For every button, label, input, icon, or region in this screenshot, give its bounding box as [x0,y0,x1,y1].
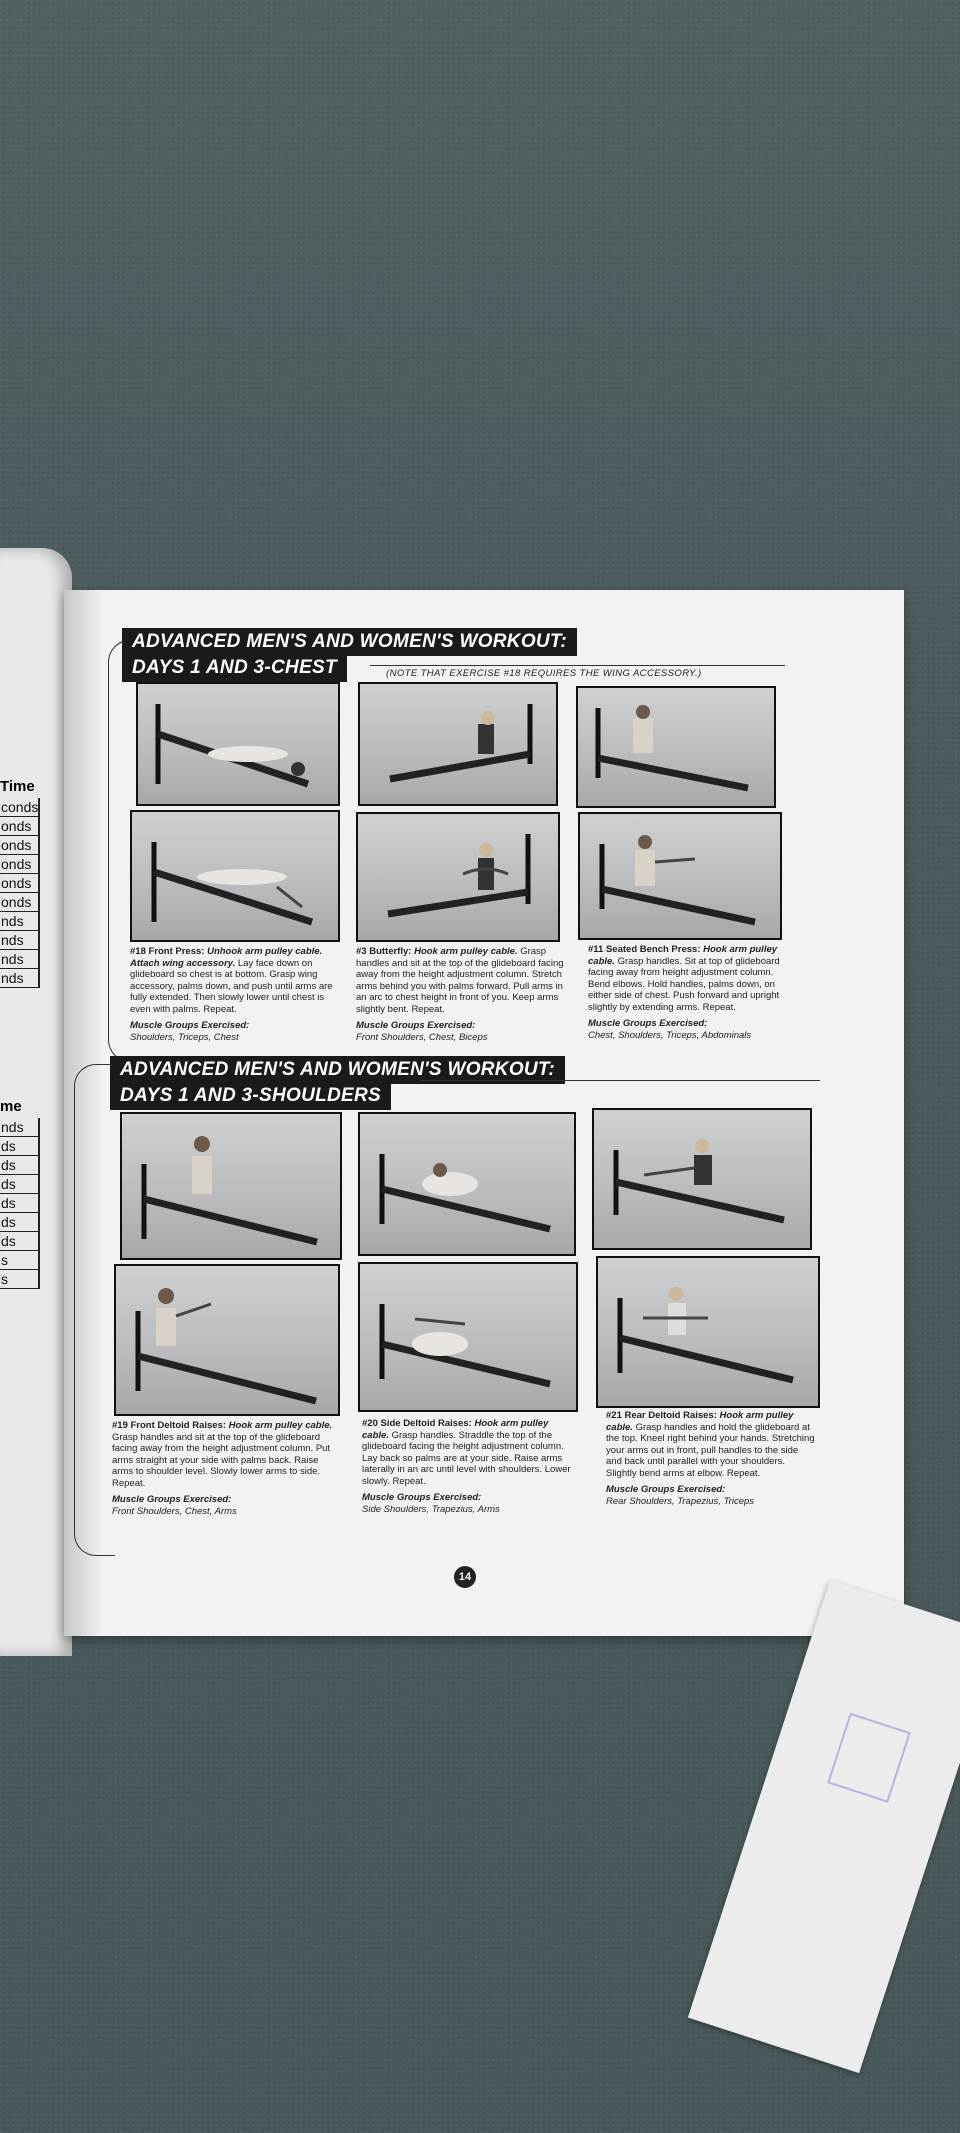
muscle-groups: Side Shoulders, Trapezius, Arms [362,1503,500,1515]
photo-rear-deltoid-start [592,1108,812,1250]
exercise-title: #3 Butterfly: [356,946,412,957]
photo-side-deltoid-end [358,1262,578,1412]
exercise-cable-instruction: Hook arm pulley cable. [362,1418,549,1441]
table2-header: me [0,1098,22,1115]
table1-column [0,798,40,988]
chest-rule [370,665,785,666]
muscle-groups-label: Muscle Groups Exercised: [588,1018,708,1029]
exercise-cable-instruction: Hook arm pulley cable. [228,1420,333,1431]
exercise-21-description [606,1410,816,1507]
exercise-19-description [112,1420,337,1517]
exercise-18-description [130,946,340,1043]
photo-butterfly-end [356,812,560,942]
exercise-body: Grasp handles and sit at the top of the glideboard facing away from the height adjustment column. Stretch arms behind you with palms forward. Pull arms in an arc to chest height in front of you. Keep arms slightly bent. Repeat. [356,946,564,1015]
table2-column [0,1118,40,1289]
table-cell: onds [0,836,40,855]
muscle-groups-label: Muscle Groups Exercised: [356,1020,476,1031]
muscle-groups: Rear Shoulders, Trapezius, Triceps [606,1495,755,1507]
exercise-body: Grasp handles and hold the glideboard at the top. Kneel right behind your hands. Stretching your arms out in front, pull handles to the side and back until parallel with your shoulders. Slightly bend arms at elbow. Repeat. [606,1421,815,1479]
shoulders-rule [420,1080,820,1081]
exercise-body: Grasp handles and sit at the top of the glideboard facing away from the height adjustment column. Put arms straight at your side with palms back. Raise arms to shoulder level. Slowly lower arms to side. Repeat. [112,1431,331,1489]
muscle-groups-label: Muscle Groups Exercised: [362,1492,482,1503]
wing-accessory-note: (NOTE THAT EXERCISE #18 REQUIRES THE WING ACCESSORY.) [386,668,702,679]
exercise-body: Lay face down on glideboard so chest is at bottom. Grasp wing accessory, palms down, and push until arms are fully extended. Then slowly lower until chest is even with palms. Repeat. [130,957,333,1015]
table-cell: ds [0,1137,40,1156]
exercise-title: #11 Seated Bench Press: [588,944,701,955]
exercise-title: #20 Side Deltoid Raises: [362,1418,472,1429]
page-number: 14 [454,1566,476,1588]
table-cell: ds [0,1175,40,1194]
table-cell: onds [0,874,40,893]
muscle-groups: Front Shoulders, Chest, Arms [112,1505,237,1517]
exercise-cable-instruction: Unhook arm pulley cable. Attach wing accessory. [130,946,323,969]
muscle-groups-label: Muscle Groups Exercised: [606,1484,726,1495]
shoulders-title-line1: ADVANCED MEN'S AND WOMEN'S WORKOUT: [110,1056,565,1084]
table-cell: conds [1,799,39,815]
table-cell: nds [0,1118,40,1137]
photo-seated-bench-press-end [578,812,782,940]
table-cell: ds [0,1156,40,1175]
table-cell: onds [0,855,40,874]
exercise-body: Grasp handles. Sit at top of glideboard facing away from height adjustment column. Bend elbows. Hold handles, palms down, on either side of chest. Push forward and upright slightly by extending arms. Repeat. [588,955,780,1013]
muscle-groups-label: Muscle Groups Exercised: [130,1020,250,1031]
photo-rear-deltoid-end [596,1256,820,1408]
chest-title-line1: ADVANCED MEN'S AND WOMEN'S WORKOUT: [122,628,577,656]
exercise-title: #19 Front Deltoid Raises: [112,1420,227,1431]
exercise-title: #21 Rear Deltoid Raises: [606,1410,717,1421]
exercise-cable-instruction: Hook arm pulley cable. [414,946,518,957]
exercise-20-description [362,1418,572,1515]
photo-butterfly-start [358,682,558,806]
table-cell: ds [0,1213,40,1232]
table-cell: onds [0,817,40,836]
table-cell: nds [0,931,40,950]
photo-seated-bench-press-start [576,686,776,808]
table-cell: onds [0,893,40,912]
photo-front-press-start [136,682,340,806]
exercise-body: Grasp handles. Straddle the top of the glideboard facing the height adjustment column. Lay back so palms are at your side. Raise arms laterally in an arc until level with shoulders. Lower slowly. Repeat. [362,1429,571,1487]
section-bracket-shoulders [74,1064,115,1556]
muscle-groups: Front Shoulders, Chest, Biceps [356,1031,488,1043]
exercise-3-description [356,946,566,1043]
photo-front-deltoid-end [114,1264,340,1416]
table-cell: s [0,1251,40,1270]
shoulders-title-line2: DAYS 1 AND 3-SHOULDERS [110,1082,391,1110]
chest-title-line2: DAYS 1 AND 3-CHEST [122,654,347,682]
exercise-11-description [588,944,788,1041]
exercise-cable-instruction: Hook arm pulley cable. [606,1410,794,1433]
table1-header: Time [0,778,35,795]
muscle-groups: Chest, Shoulders, Triceps, Abdominals [588,1029,752,1041]
exercise-cable-instruction: Hook arm pulley cable. [588,944,778,967]
table-cell: nds [0,969,40,988]
table-cell: ds [0,1194,40,1213]
photo-front-deltoid-start [120,1112,342,1260]
table-cell: nds [0,912,40,931]
table-cell: ds [0,1232,40,1251]
table-cell: nds [0,950,40,969]
table-cell: s [0,1270,40,1289]
sheet-box-outline [827,1713,911,1803]
muscle-groups-label: Muscle Groups Exercised: [112,1494,232,1505]
muscle-groups: Shoulders, Triceps, Chest [130,1031,239,1043]
left-facing-page [0,548,72,1656]
photo-side-deltoid-start [358,1112,576,1256]
photo-front-press-end [130,810,340,942]
exercise-title: #18 Front Press: [130,946,205,957]
